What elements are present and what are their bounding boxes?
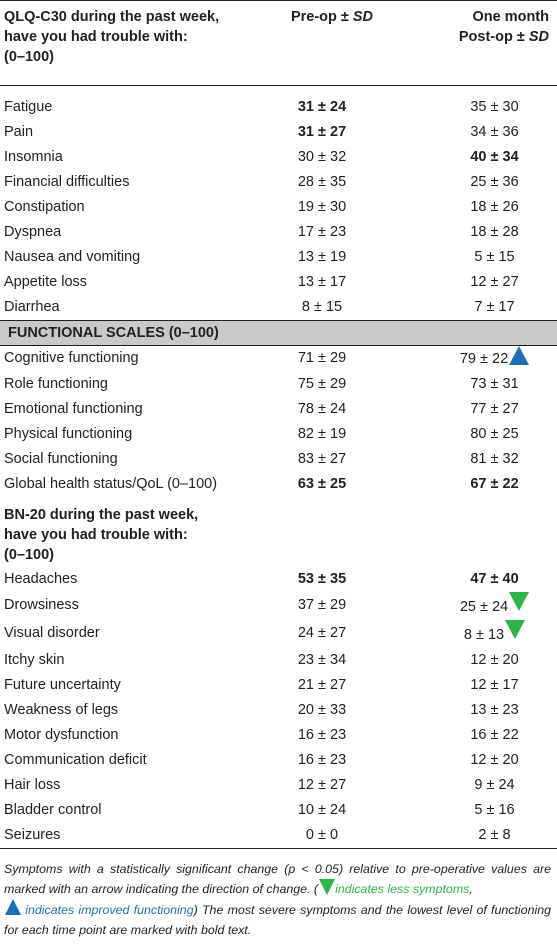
- row-name: Nausea and vomiting: [4, 248, 141, 265]
- row-name: Pain: [4, 123, 34, 140]
- results-table: [0, 1, 557, 849]
- row-postop-cell: [402, 592, 557, 620]
- row-preop-value: 19 ± 30: [297, 198, 347, 215]
- row-name: Dyspnea: [4, 223, 62, 240]
- row-postop-value: 12 ± 17: [470, 676, 519, 693]
- row-postop-value: 25 ± 24: [459, 598, 509, 615]
- row-postop-cell: [402, 220, 557, 245]
- row-postop-cell: [402, 447, 557, 472]
- table-row: [0, 447, 557, 472]
- table-row: [0, 195, 557, 220]
- row-name: Communication deficit: [4, 751, 147, 768]
- row-name: Headaches: [4, 570, 78, 587]
- table-row: [0, 823, 557, 849]
- table-row: [0, 723, 557, 748]
- row-postop-value: 12 ± 20: [470, 651, 519, 668]
- bn20-header-line: have you had trouble with:: [4, 526, 188, 543]
- row-name: Weakness of legs: [4, 701, 119, 718]
- arrow-down-icon: [509, 592, 529, 611]
- row-preop-value: 83 ± 27: [297, 450, 347, 467]
- table-row: [0, 422, 557, 447]
- row-postop-cell: [402, 620, 557, 648]
- row-postop-value: 18 ± 26: [470, 198, 519, 215]
- row-postop-cell: [402, 422, 557, 447]
- row-preop-value: 10 ± 24: [297, 801, 347, 818]
- table-footnote: [0, 849, 557, 940]
- table-row: [0, 773, 557, 798]
- table-row: [0, 673, 557, 698]
- row-postop-cell: [402, 345, 557, 372]
- header-postop: [402, 1, 557, 85]
- footnote-blue-text: indicates improved functioning: [21, 902, 194, 917]
- row-postop-value: 34 ± 36: [470, 123, 519, 140]
- functional-section-header: [0, 320, 557, 345]
- row-preop-value: 31 ± 27: [297, 123, 347, 140]
- header-qlq: [0, 1, 242, 85]
- header-postop-label: Post-op ±: [458, 29, 529, 45]
- header-postop-sd: SD: [528, 29, 549, 45]
- arrow-up-icon: [5, 899, 21, 915]
- row-preop-value: 16 ± 23: [297, 751, 347, 768]
- row-preop-value: 8 ± 15: [301, 298, 343, 315]
- spacer-cell: [0, 85, 242, 95]
- table-row: [0, 472, 557, 497]
- table-row: [0, 798, 557, 823]
- row-postop-cell: [402, 648, 557, 673]
- row-postop-cell: [402, 798, 557, 823]
- row-postop-value: 67 ± 22: [470, 475, 519, 492]
- row-postop-cell: [402, 673, 557, 698]
- row-postop-value: 12 ± 27: [470, 273, 519, 290]
- row-preop-value: 37 ± 29: [297, 597, 347, 613]
- header-preop-sd: SD: [352, 9, 374, 25]
- header-preop-label: Pre-op ±: [290, 9, 353, 25]
- bn20-header-line: (0–100): [4, 546, 54, 563]
- spacer-cell: [402, 85, 557, 95]
- row-name: Insomnia: [4, 148, 63, 165]
- row-postop-cell: [402, 145, 557, 170]
- row-postop-cell: [402, 773, 557, 798]
- row-preop-value: 53 ± 35: [297, 570, 347, 587]
- row-postop-cell: [402, 567, 557, 592]
- row-name: Fatigue: [4, 98, 53, 115]
- row-postop-value: 12 ± 20: [470, 751, 519, 768]
- row-name: Constipation: [4, 198, 85, 215]
- header-postop-line1: One month: [472, 9, 549, 25]
- table-row: [0, 592, 557, 620]
- row-postop-cell: [402, 195, 557, 220]
- table-row: [0, 620, 557, 648]
- row-preop-value: 0 ± 0: [242, 823, 402, 849]
- row-postop-value: 16 ± 22: [470, 726, 519, 743]
- row-postop-value: 18 ± 28: [470, 223, 519, 240]
- row-postop-value: 7 ± 17: [474, 298, 515, 315]
- table-row: [0, 245, 557, 270]
- row-preop-value: 12 ± 27: [297, 776, 347, 793]
- row-name: Financial difficulties: [4, 173, 130, 190]
- header-rule-row: [0, 85, 557, 95]
- row-postop-value: 5 ± 16: [474, 801, 515, 818]
- row-preop-value: 75 ± 29: [297, 375, 347, 392]
- row-name: Visual disorder: [4, 625, 100, 641]
- row-name: Drowsiness: [4, 597, 79, 613]
- header-qlq-line: QLQ-C30 during the past week,: [4, 9, 220, 25]
- header-qlq-line: have you had trouble with:: [4, 29, 188, 45]
- row-name: Emotional functioning: [4, 400, 143, 417]
- row-postop-value: 35 ± 30: [470, 98, 519, 115]
- row-preop-value: 31 ± 24: [297, 98, 347, 115]
- row-postop-value: 8 ± 13: [463, 626, 505, 643]
- row-postop-cell: [402, 823, 557, 849]
- row-name: Motor dysfunction: [4, 726, 119, 743]
- row-name: Role functioning: [4, 375, 108, 392]
- table-row: [0, 295, 557, 321]
- row-name: Hair loss: [4, 776, 61, 793]
- table-row: [0, 220, 557, 245]
- row-preop-value: 17 ± 23: [297, 223, 347, 240]
- row-name: Future uncertainty: [4, 676, 121, 693]
- table-row: [0, 567, 557, 592]
- row-postop-value: 2 ± 8: [478, 826, 511, 843]
- row-name: Diarrhea: [4, 298, 60, 315]
- bn20-header-line: BN-20 during the past week,: [4, 506, 199, 523]
- row-name: Social functioning: [4, 450, 118, 467]
- row-name: Seizures: [0, 823, 242, 849]
- table-row: [0, 270, 557, 295]
- functional-section-title: FUNCTIONAL SCALES (0–100): [0, 320, 557, 345]
- row-postop-cell: [402, 698, 557, 723]
- arrow-up-icon: [509, 346, 529, 365]
- row-name: Cognitive functioning: [4, 350, 139, 366]
- row-preop-value: 82 ± 19: [297, 425, 347, 442]
- row-postop-cell: [402, 170, 557, 195]
- row-preop-value: 16 ± 23: [297, 726, 347, 743]
- bn20-section-title: [0, 497, 557, 567]
- row-preop-value: 23 ± 34: [297, 651, 347, 668]
- row-postop-value: 79 ± 22: [459, 350, 509, 367]
- row-postop-value: 13 ± 23: [470, 701, 519, 718]
- row-postop-cell: [402, 95, 557, 120]
- footnote-comma: ,: [469, 881, 473, 896]
- row-postop-value: 77 ± 27: [470, 400, 519, 417]
- row-postop-value: 73 ± 31: [470, 375, 519, 392]
- row-name: Physical functioning: [4, 425, 133, 442]
- footnote-text-2: ) The most severe symptoms and the lowest level of functioning for each time point are marked with bold text.: [4, 902, 551, 937]
- arrow-down-icon: [319, 879, 335, 895]
- row-postop-value: 5 ± 15: [474, 248, 515, 265]
- row-preop-value: 78 ± 24: [297, 400, 347, 417]
- row-postop-value: 81 ± 32: [470, 450, 519, 467]
- row-postop-cell: [402, 748, 557, 773]
- row-postop-cell: [402, 295, 557, 321]
- row-name: Itchy skin: [4, 651, 65, 668]
- header-row: [0, 1, 557, 85]
- table-row: [0, 120, 557, 145]
- row-postop-cell: [402, 120, 557, 145]
- table-row: [0, 698, 557, 723]
- footnote-green-text: indicates less symptoms: [335, 881, 470, 896]
- table-row: [0, 145, 557, 170]
- row-preop-value: 13 ± 17: [297, 273, 347, 290]
- table-row: [0, 372, 557, 397]
- table-row: [0, 748, 557, 773]
- row-preop-value: 30 ± 32: [297, 148, 347, 165]
- footnote-text-1: Symptoms with a statistically significant change (p < 0.05) relative to pre-operative values are marked with an arrow indicating the direction of change. (: [4, 861, 551, 896]
- table-row: [0, 397, 557, 422]
- row-postop-value: 25 ± 36: [470, 173, 519, 190]
- table-row: [0, 345, 557, 372]
- table-row: [0, 170, 557, 195]
- row-preop-value: 21 ± 27: [297, 676, 347, 693]
- row-postop-value: 80 ± 25: [470, 425, 519, 442]
- row-postop-value: 40 ± 34: [470, 148, 519, 165]
- row-preop-value: 20 ± 33: [297, 701, 347, 718]
- row-preop-value: 13 ± 19: [297, 248, 347, 265]
- row-postop-cell: [402, 472, 557, 497]
- row-postop-cell: [402, 270, 557, 295]
- header-qlq-line: (0–100): [4, 49, 54, 65]
- row-postop-cell: [402, 372, 557, 397]
- row-preop-value: 24 ± 27: [297, 625, 347, 641]
- arrow-down-icon: [505, 620, 525, 639]
- row-postop-value: 47 ± 40: [470, 570, 519, 587]
- table-row: [0, 95, 557, 120]
- spacer-cell: [242, 85, 402, 95]
- row-postop-cell: [402, 245, 557, 270]
- row-preop-value: 71 ± 29: [297, 350, 347, 366]
- header-preop: [242, 1, 402, 85]
- row-name: Global health status/QoL (0–100): [4, 475, 218, 492]
- table-row: [0, 648, 557, 673]
- row-postop-cell: [402, 397, 557, 422]
- row-preop-value: 28 ± 35: [297, 173, 347, 190]
- row-postop-value: 9 ± 24: [474, 776, 515, 793]
- row-preop-value: 63 ± 25: [297, 475, 347, 492]
- row-name: Bladder control: [4, 801, 102, 818]
- row-postop-cell: [402, 723, 557, 748]
- row-name: Appetite loss: [4, 273, 88, 290]
- bn20-section-header: [0, 497, 557, 567]
